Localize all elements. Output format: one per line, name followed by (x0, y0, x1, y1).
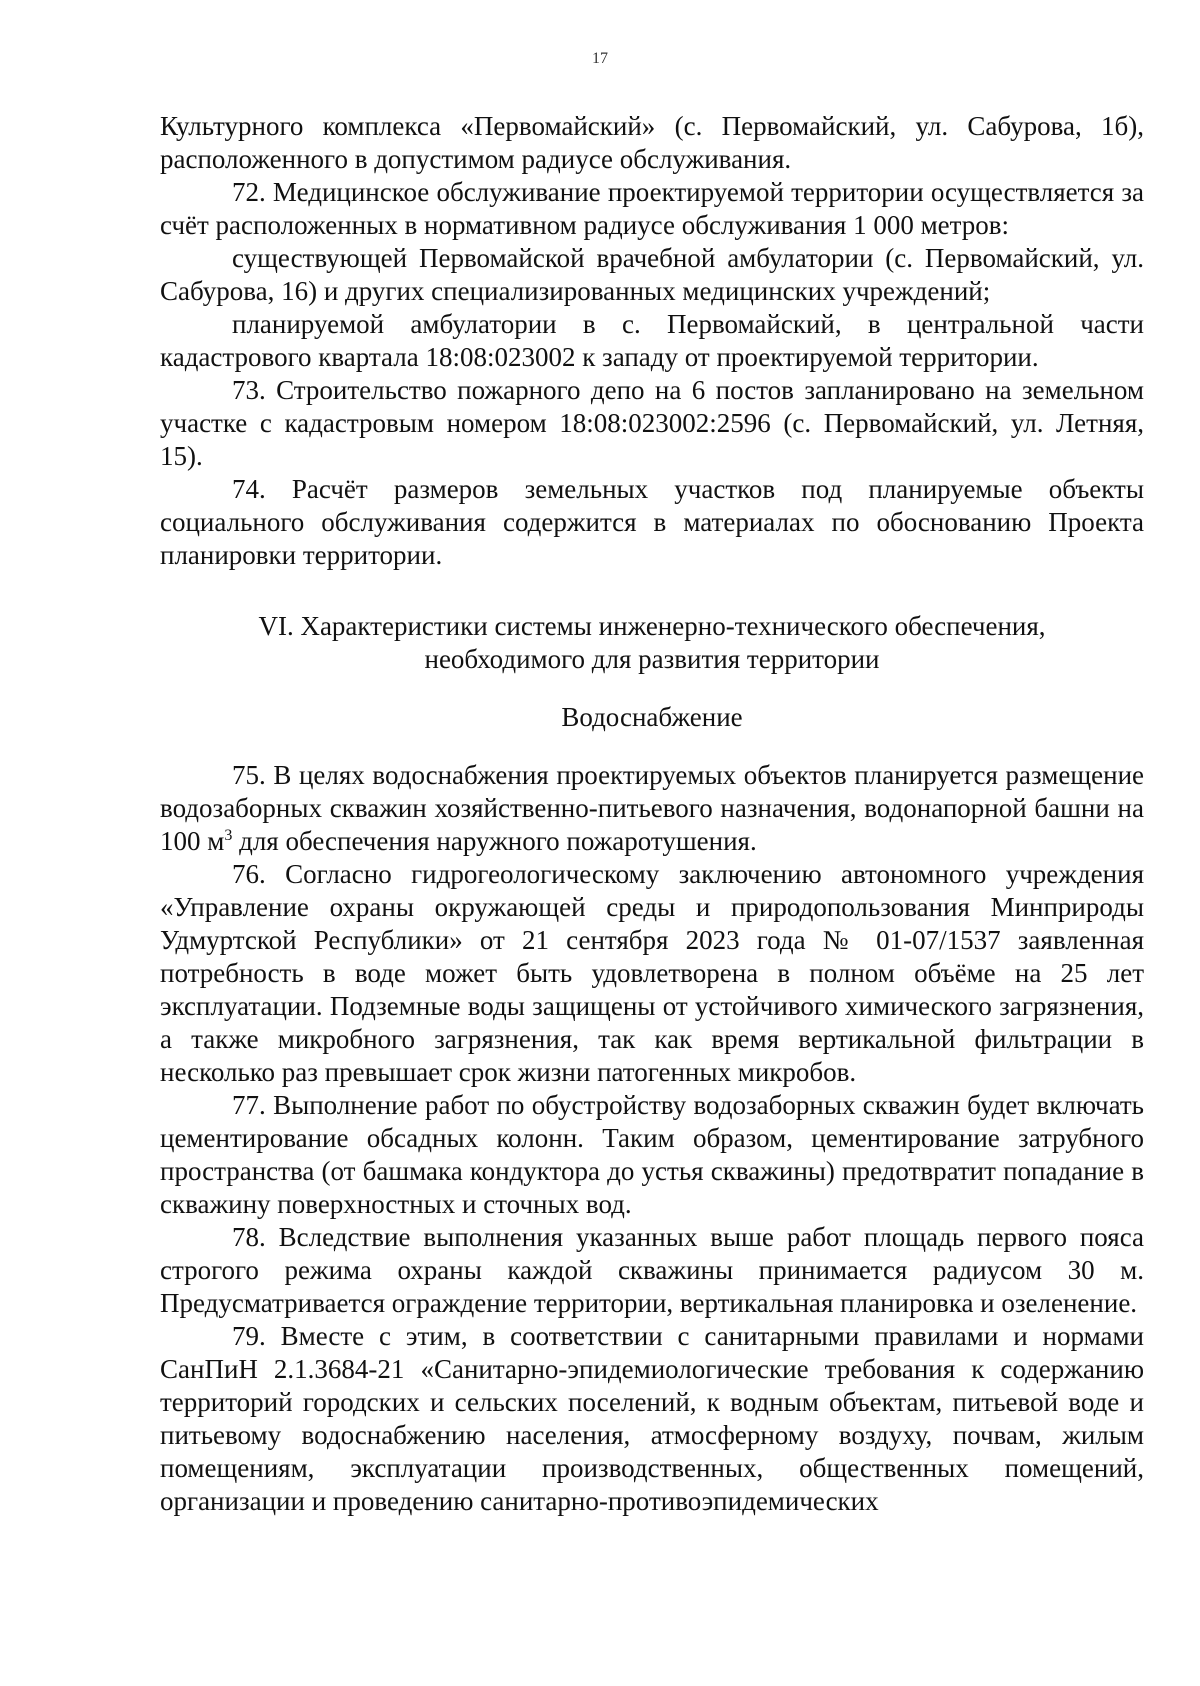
subsection-heading: Водоснабжение (561, 702, 743, 732)
paragraph-75 (160, 759, 1144, 858)
section-heading-line-1: VI. Характеристики системы инженерно-технического обеспечения, (258, 611, 1046, 641)
paragraph-73: 73. Строительство пожарного депо на 6 постов запланировано на земельном участке с кадастровым номером 18:08:023002:2596 (с. Первомайский, ул. Летняя, 15). (160, 375, 1144, 471)
paragraph-continuation: Культурного комплекса «Первомайский» (с. Первомайский, ул. Сабурова, 1б), расположенного в допустимом радиусе обслуживания. (160, 111, 1144, 174)
paragraph-78: 78. Вследствие выполнения указанных выше работ площадь первого пояса строгого режима охраны каждой скважины принимается радиусом 30 м. Предусматривается ограждение территории, вертикальная планировка и озеленение. (160, 1222, 1144, 1318)
paragraph-72-item-2: планируемой амбулатории в с. Первомайский, в центральной части кадастрового квартала 18:08:023002 к западу от проектируемой территории. (160, 309, 1144, 372)
paragraph-72-item-1: существующей Первомайской врачебной амбулатории (с. Первомайский, ул. Сабурова, 16) и других специализированных медицинских учреждений; (160, 243, 1144, 306)
paragraph-77: 77. Выполнение работ по обустройству водозаборных скважин будет включать цементирование обсадных колонн. Таким образом, цементирование затрубного пространства (от башмака кондуктора до устья скважины) предотвратит попадание в скважину поверхностных и сточных вод. (160, 1090, 1144, 1219)
section-heading (160, 610, 1144, 676)
page-number: 17 (592, 50, 608, 67)
section-heading-line-2: необходимого для развития территории (424, 644, 880, 674)
paragraph-79: 79. Вместе с этим, в соответствии с санитарными правилами и нормами СанПиН 2.1.3684-21 «Санитарно-эпидемиологические требования к содержанию территорий городских и сельских поселений, к водным объектам, питьевой воде и питьевому водоснабжению населения, атмосферному воздуху, почвам, жилым помещениям, эксплуатации производственных, общественных помещений, организации и проведению санитарно-противоэпидемических (160, 1321, 1144, 1516)
paragraph-72: 72. Медицинское обслуживание проектируемой территории осуществляется за счёт расположенных в нормативном радиусе обслуживания 1 000 метров: (160, 177, 1144, 240)
paragraph-74: 74. Расчёт размеров земельных участков под планируемые объекты социального обслуживания содержится в материалах по обоснованию Проекта планировки территории. (160, 474, 1144, 570)
paragraph-76: 76. Согласно гидрогеологическому заключению автономного учреждения «Управление охраны окружающей среды и природопользования Минприроды Удмуртской Республики» от 21 сентября 2023 года № 01-07/1537 заявленная потребность в воде может быть удовлетворена в полном объёме на 25 лет эксплуатации. Подземные воды защищены от устойчивого химического загрязнения, а также микробного загрязнения, так как время вертикальной фильтрации в несколько раз превышает срок жизни патогенных микробов. (160, 859, 1144, 1087)
document-body (160, 110, 1144, 1518)
paragraph-75-text: 75. В целях водоснабжения проектируемых объектов планируется размещение водозаборных скважин хозяйственно-питьевого назначения, водонапорной башни на 100 м (160, 760, 1144, 856)
paragraph-75-text-end: для обеспечения наружного пожаротушения. (232, 826, 757, 856)
superscript-cubic: 3 (224, 827, 233, 844)
